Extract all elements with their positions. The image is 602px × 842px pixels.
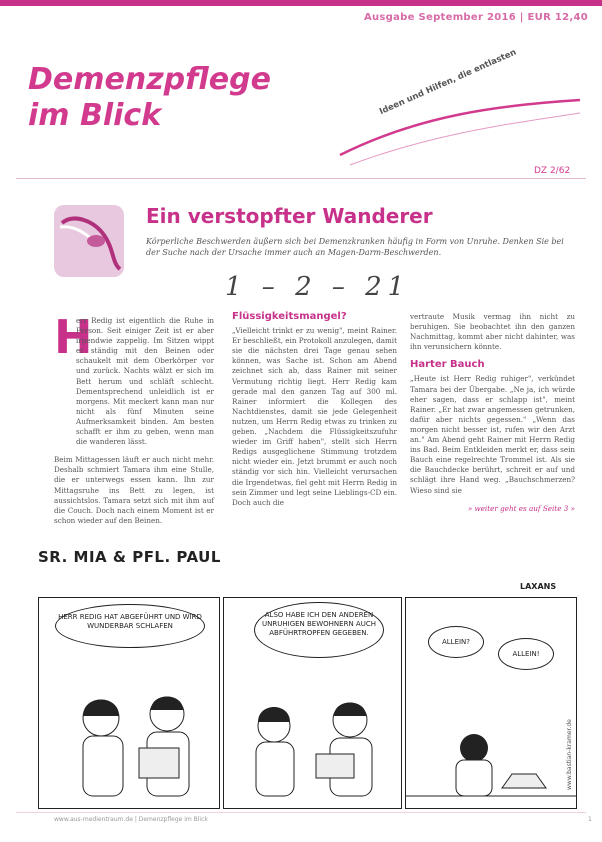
magazine-title [28,62,271,134]
comic-strip [38,542,578,808]
comic-brand: LAXANS [520,582,557,591]
nurses-drawing [406,598,576,808]
comic-panel-2 [223,597,402,809]
nurses-drawing [224,598,401,808]
tagline: Ideen und Hilfen, die entlasten [378,47,518,118]
magazine-title-line1: Demenzpflege [28,62,271,97]
paragraph: „Heute ist Herr Redig ruhiger", verkündet Tamara bei der Übergabe. „Ne ja, ich würde eher sagen, dass er schlapp ist", meint Rainer. „Er hat zwar angemessen getrunken, dafür aber nichts gegessen." „Wenn das morgen nicht besser ist, rufen wir den Arzt an." Am Abend geht Rainer mit Herrn Redig ins Bad. Beim Entkleiden merkt er, dass sein Bauch eine regelrechte Trommel ist. Als sie die Bauchdecke berührt, schreit er auf und schlägt ihre Hand weg. „Bauchschmerzen? Wieso sind sie [410,374,575,495]
speech-bubble: ALLEIN? [428,626,484,658]
page-ref: DZ 2/62 [534,166,571,176]
speech-bubble: ALSO HABE ICH DEN ANDEREN UNRUHIGEN BEWOHNERN AUCH ABFÜHRTROPFEN GEGEBEN. [254,602,384,658]
comic-credit: www.bastian-kramer.de [566,719,573,790]
article-column-3 [410,312,575,514]
issue-line: Ausgabe September 2016 | EUR 12,40 [363,12,588,23]
comic-title: SR. MIA & PFL. PAUL [38,548,221,566]
ribbon-logo-icon [54,205,124,277]
subheading-fluid: Flüssigkeitsmangel? [232,311,347,322]
handwritten-note: 1 – 2 – 21 [225,272,411,302]
article-title: Ein verstopfter Wanderer [146,204,433,228]
top-accent-bar [0,0,602,6]
swoosh-graphic [330,95,590,175]
speech-bubble: ALLEIN! [498,638,554,670]
speech-bubble: HERR REDIG HAT ABGEFÜHRT UND WIRD WUNDERBAR SCHLAFEN [55,604,205,648]
comic-panel-1 [38,597,220,809]
subheading-belly: Harter Bauch [410,359,485,371]
comic-panel-3 [405,597,577,809]
paragraph: err Redig ist eigentlich die Ruhe in Person. Seit einiger Zeit ist er aber irgendwie zappelig. Im Sitzen wippt er ständig mit den Beinen oder schaukelt mit dem Oberkörper vor und zurück. Nachts wälzt er sich im Bett herum und schläft schlecht. Dementsprechend unleidlich ist er morgens. Mit meckert kann man nur nicht als fünf Minuten seine Aufmerksamkeit binden. Am besten schafft er ihm zu geben, wenn man die wanderen lässt. [76,316,214,447]
continue-link[interactable]: » weiter geht es auf Seite 3 » [467,503,575,513]
article-column-1 [54,310,214,534]
paragraph: „Vielleicht trinkt er zu wenig", meint Rainer. Er beschließt, ein Protokoll anzulegen, damit sie die nächsten drei Tage genau sehen können, was Sache ist. Schon am Abend zeichnet sich ab, dass Rainer mit seiner Vermutung richtig liegt. Herr Redig kam gerade mal den ganzen Tag auf 300 ml. Rainer informiert die Kollegen des Nachtdienstes, damit sie jede Gelegenheit nutzen, um Herrn Redig etwas zu trinken zu geben. „Nachdem die Flüssigkeitszufuhr wieder im Griff haben", stellt sich Herrn Redigs ausgeglichene Stimmung trotzdem nicht wieder ein. Jetzt brummt er auch noch ständig vor sich hin. Vielleicht verursachen die Irgendetwas, fiel geht mit Herrn Redig in sein Zimmer und legt seine Lieblings-CD ein. Doch auch die [232,326,397,507]
paragraph: Beim Mittagessen läuft er auch nicht mehr. Deshalb schmiert Tamara ihm eine Stulle, die er unterwegs essen kann. Ihn zur Mittagsruhe ins Bett zu legen, ist aussichtslos. Tamara setzt sich mit ihm auf die Couch. Doch nach einem Moment ist er schon wieder auf den Beinen. [54,455,214,525]
paragraph: vertraute Musik vermag ihn nicht zu beruhigen. Sie beobachtet ihn den ganzen Nachmittag, kommt aber nicht dahinter, was ihn verunsichern könnte. [410,312,575,352]
drop-cap: H [54,310,93,364]
magazine-title-line2: im Blick [28,98,162,133]
article-column-2 [232,312,397,516]
divider [16,178,586,179]
article-lead: Körperliche Beschwerden äußern sich bei Demenzkranken häufig in Form von Unruhe. Denken Sie bei der Suche nach der Ursache immer auch an Magen-Darm-Beschwerden. [146,237,564,257]
footer-divider [16,812,586,813]
nurses-drawing [39,598,219,808]
footer-page-number: 1 [588,816,592,823]
footer-text: www.aus-medientraum.de | Demenzpflege im Blick [54,816,208,823]
